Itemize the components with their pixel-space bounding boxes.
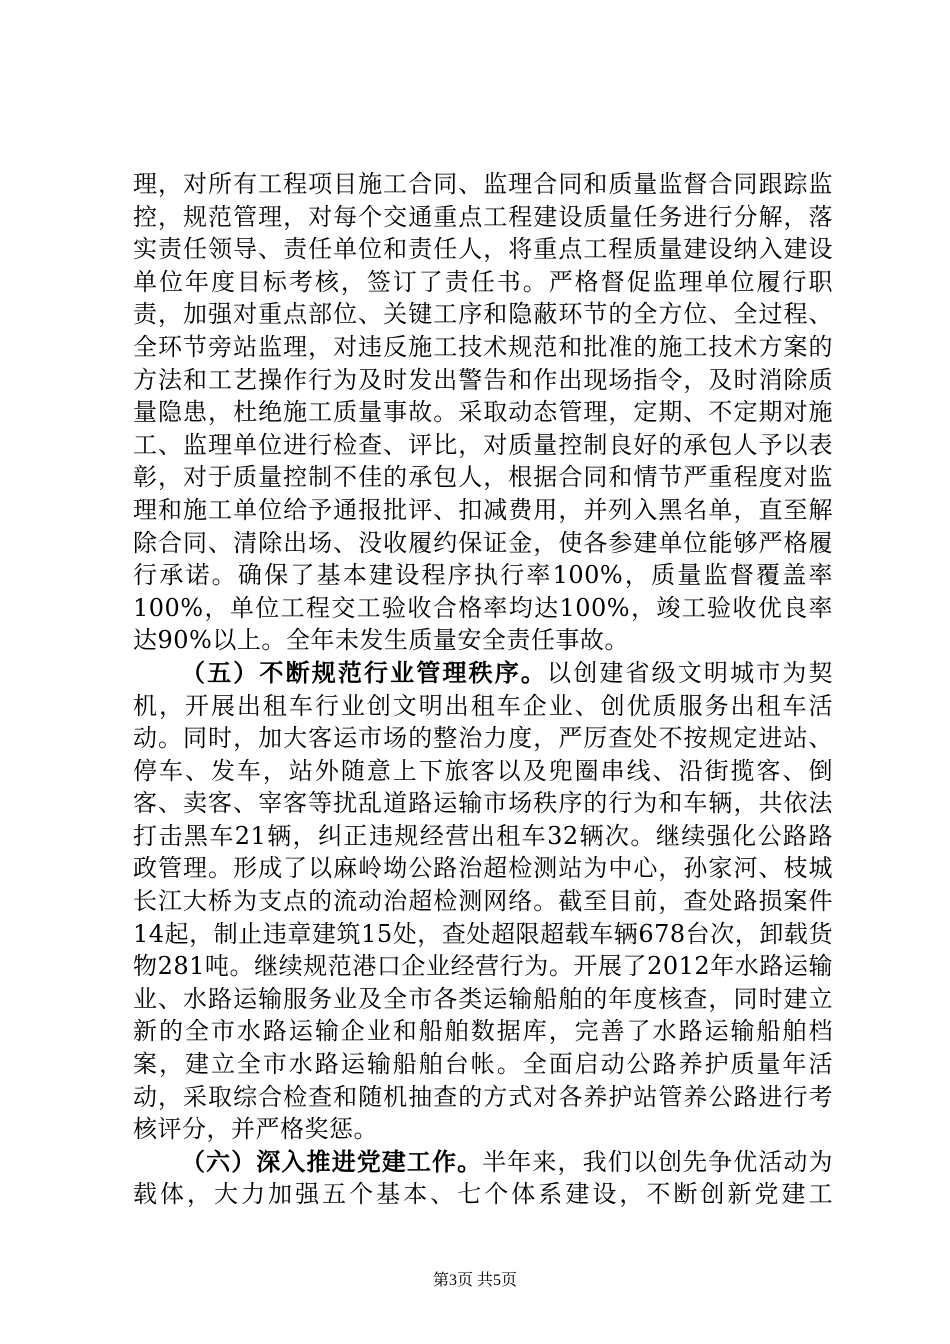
paragraph-text: 理，对所有工程项目施工合同、监理合同和质量监督合同跟踪监控，规范管理，对每个交通重点工程建设质量任务进行分解，落实责任领导、责任单位和责任人，将重点工程质量建设纳入建设单位年度目标考核，签订了责任书。严格督促监理单位履行职责，加强对重点部位、关键工序和隐蔽环节的全方位、全过程、全环节旁站监理，对违反施工技术规范和批准的施工技术方案的方法和工艺操作行为及时发出警告和作出现场指令，及时消除质量隐患，杜绝施工质量事故。采取动态管理，定期、不定期对施工、监理单位进行检查、评比，对质量控制良好的承包人予以表彰，对于质量控制不佳的承包人，根据合同和情节严重程度对监理和施工单位给予通报批评、扣减费用，并列入黑名单，直至解除合同、清除出场、没收履约保证金，使各参建单位能够严格履行承诺。确保了基本建设程序执行率100%，质量监督覆盖率100%，单位工程交工验收合格率均达100%，竣工验收优良率达90%以上。全年未发生质量安全责任事故。 [133, 170, 833, 655]
section-heading-five: （五）不断规范行业管理秩序。 [181, 657, 548, 687]
paragraph-party-building [133, 1146, 833, 1211]
paragraph-industry-management [133, 657, 833, 1146]
document-body [133, 168, 833, 1211]
paragraph-text: 半年来，我们以创先争优活动为载体，大力加强五个基本、七个体系建设，不断创新党建工 [133, 1147, 834, 1209]
paragraph-text: 以创建省级文明城市为契机，开展出租车行业创文明出租车企业、创优质服务出租车活动。同时，加大客运市场的整治力度，严厉查处不按规定进站、停车、发车，站外随意上下旅客以及兜圈串线、沿街揽客、倒客、卖客、宰客等扰乱道路运输市场秩序的行为和车辆，共依法打击黑车21辆，纠正违规经营出租车32辆次。继续强化公路路政管理。形成了以麻岭坳公路治超检测站为中心，孙家河、枝城长江大桥为支点的流动治超检测网络。截至目前，查处路损案件14起，制止违章建筑15处，查处超限超载车辆678台次，卸载货物281吨。继续规范港口企业经营行为。开展了2012年水路运输业、水路运输服务业及全市各类运输船舶的年度核查，同时建立新的全市水路运输企业和船舶数据库，完善了水路运输船舶档案，建立全市水路运输船舶台帐。全面启动公路养护质量年活动，采取综合检查和随机抽查的方式对各养护站管养公路进行考核评分，并严格奖惩。 [133, 658, 834, 1144]
section-heading-six: （六）深入推进党建工作。 [181, 1146, 483, 1176]
paragraph-quality-supervision [133, 168, 833, 657]
page-footer: 第3页 共5页 [432, 1272, 517, 1289]
